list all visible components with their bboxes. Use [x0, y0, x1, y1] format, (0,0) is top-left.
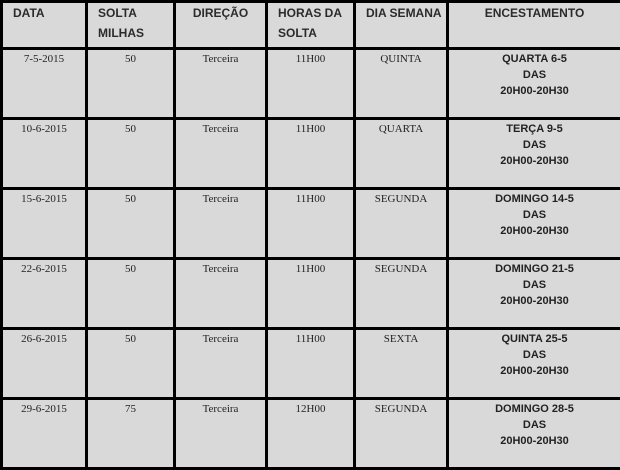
cell-data: 7-5-2015	[3, 50, 85, 117]
cell-encestamento	[449, 120, 620, 187]
cell-hora: 11H00	[268, 190, 353, 257]
table-row	[3, 50, 620, 117]
cell-hora: 11H00	[268, 50, 353, 117]
cell-encestamento	[449, 330, 620, 397]
cell-hora: 11H00	[268, 330, 353, 397]
encestamento-horario: 20H00-20H30	[500, 85, 569, 97]
encestamento-das: DAS	[522, 279, 547, 291]
cell-milhas: 50	[88, 330, 173, 397]
header-horas-da-solta: HORAS DA SOLTA	[268, 3, 353, 47]
header-dia-semana: DIA SEMANA	[356, 3, 446, 47]
encestamento-das: DAS	[522, 209, 547, 221]
cell-dia: SEGUNDA	[356, 400, 446, 467]
header-row	[3, 3, 620, 47]
cell-encestamento	[449, 400, 620, 467]
encestamento-dia: TERÇA 9-5	[506, 123, 563, 135]
encestamento-dia: QUINTA 25-5	[501, 333, 568, 345]
cell-direcao: Terceira	[176, 190, 265, 257]
header-direcao: DIREÇÃO	[176, 3, 265, 47]
cell-encestamento	[449, 50, 620, 117]
cell-dia: SEGUNDA	[356, 190, 446, 257]
table-row	[3, 120, 620, 187]
cell-dia: SEGUNDA	[356, 260, 446, 327]
cell-hora: 11H00	[268, 260, 353, 327]
encestamento-das: DAS	[522, 69, 547, 81]
encestamento-horario: 20H00-20H30	[500, 435, 569, 447]
cell-encestamento	[449, 260, 620, 327]
cell-data: 26-6-2015	[3, 330, 85, 397]
cell-data: 29-6-2015	[3, 400, 85, 467]
cell-hora: 12H00	[268, 400, 353, 467]
encestamento-das: DAS	[522, 139, 547, 151]
encestamento-dia: QUARTA 6-5	[502, 53, 567, 65]
table-row	[3, 260, 620, 327]
cell-milhas: 50	[88, 190, 173, 257]
cell-milhas: 75	[88, 400, 173, 467]
encestamento-dia: DOMINGO 28-5	[495, 403, 574, 415]
encestamento-horario: 20H00-20H30	[500, 365, 569, 377]
cell-dia: QUINTA	[356, 50, 446, 117]
table-row	[3, 190, 620, 257]
encestamento-das: DAS	[522, 419, 547, 431]
cell-encestamento	[449, 190, 620, 257]
encestamento-das: DAS	[522, 349, 547, 361]
cell-data: 22-6-2015	[3, 260, 85, 327]
cell-milhas: 50	[88, 260, 173, 327]
table-row	[3, 400, 620, 467]
encestamento-dia: DOMINGO 14-5	[495, 193, 574, 205]
cell-milhas: 50	[88, 50, 173, 117]
header-data: DATA	[3, 3, 85, 47]
encestamento-horario: 20H00-20H30	[500, 295, 569, 307]
cell-milhas: 50	[88, 120, 173, 187]
cell-hora: 11H00	[268, 120, 353, 187]
encestamento-dia: DOMINGO 21-5	[495, 263, 574, 275]
cell-direcao: Terceira	[176, 330, 265, 397]
cell-data: 10-6-2015	[3, 120, 85, 187]
cell-direcao: Terceira	[176, 50, 265, 117]
encestamento-horario: 20H00-20H30	[500, 155, 569, 167]
header-solta-milhas: SOLTA MILHAS	[88, 3, 173, 47]
cell-dia: SEXTA	[356, 330, 446, 397]
cell-direcao: Terceira	[176, 260, 265, 327]
table-row	[3, 330, 620, 397]
cell-data: 15-6-2015	[3, 190, 85, 257]
header-encestamento: ENCESTAMENTO	[449, 3, 620, 47]
cell-direcao: Terceira	[176, 120, 265, 187]
cell-direcao: Terceira	[176, 400, 265, 467]
cell-dia: QUARTA	[356, 120, 446, 187]
encestamento-horario: 20H00-20H30	[500, 225, 569, 237]
